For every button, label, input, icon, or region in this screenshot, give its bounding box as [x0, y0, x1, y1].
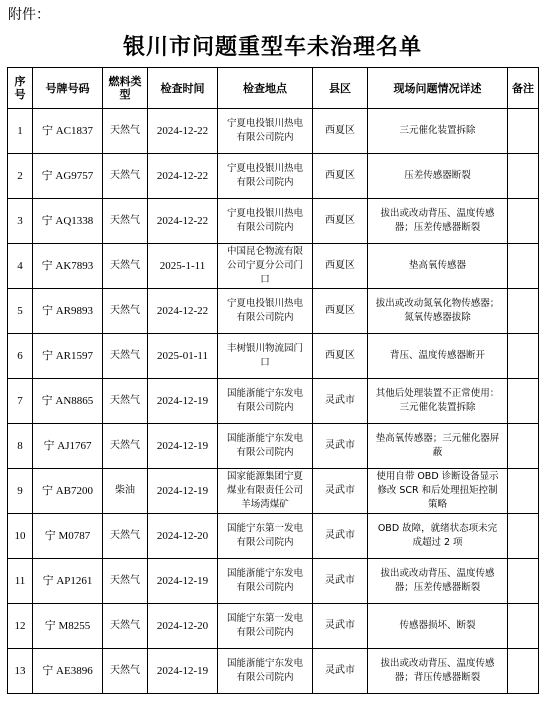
- table-row: [8, 469, 539, 514]
- cell-date: 2024-12-19: [148, 469, 218, 514]
- header-issue: 现场问题情况详述: [368, 68, 508, 109]
- cell-location: 国能浙能宁东发电有限公司院内: [218, 649, 313, 694]
- cell-plate: 宁 AP1261: [33, 559, 103, 604]
- cell-location: 国能宁东第一发电有限公司院内: [218, 604, 313, 649]
- table-row: [8, 604, 539, 649]
- cell-remark: [508, 424, 539, 469]
- cell-fuel: 天然气: [103, 109, 148, 154]
- cell-date: 2024-12-22: [148, 154, 218, 199]
- cell-plate: 宁 AE3896: [33, 649, 103, 694]
- cell-remark: [508, 649, 539, 694]
- cell-issue: 传感器损坏、断裂: [368, 604, 508, 649]
- cell-district: 灵武市: [313, 469, 368, 514]
- cell-plate: 宁 AG9757: [33, 154, 103, 199]
- cell-remark: [508, 199, 539, 244]
- cell-remark: [508, 334, 539, 379]
- cell-seq: 13: [8, 649, 33, 694]
- cell-fuel: 天然气: [103, 424, 148, 469]
- cell-plate: 宁 AQ1338: [33, 199, 103, 244]
- cell-seq: 12: [8, 604, 33, 649]
- cell-fuel: 柴油: [103, 469, 148, 514]
- cell-plate: 宁 AC1837: [33, 109, 103, 154]
- header-date: 检查时间: [148, 68, 218, 109]
- cell-remark: [508, 469, 539, 514]
- cell-location: 国能浙能宁东发电有限公司院内: [218, 379, 313, 424]
- cell-issue: 其他后处理装置不正常使用：三元催化装置拆除: [368, 379, 508, 424]
- cell-seq: 9: [8, 469, 33, 514]
- cell-plate: 宁 M8255: [33, 604, 103, 649]
- cell-district: 灵武市: [313, 649, 368, 694]
- cell-district: 灵武市: [313, 514, 368, 559]
- cell-plate: 宁 AB7200: [33, 469, 103, 514]
- cell-fuel: 天然气: [103, 154, 148, 199]
- cell-plate: 宁 AK7893: [33, 244, 103, 289]
- header-location: 检查地点: [218, 68, 313, 109]
- cell-district: 灵武市: [313, 559, 368, 604]
- table-row: [8, 154, 539, 199]
- cell-seq: 3: [8, 199, 33, 244]
- vehicle-table: [7, 67, 539, 694]
- table-header-row: [8, 68, 539, 109]
- cell-date: 2024-12-22: [148, 109, 218, 154]
- cell-issue: 拔出或改动背压、温度传感器；背压传感器断裂: [368, 649, 508, 694]
- cell-seq: 10: [8, 514, 33, 559]
- cell-date: 2024-12-19: [148, 559, 218, 604]
- cell-seq: 11: [8, 559, 33, 604]
- cell-remark: [508, 289, 539, 334]
- cell-fuel: 天然气: [103, 514, 148, 559]
- cell-remark: [508, 559, 539, 604]
- cell-location: 宁夏电投银川热电有限公司院内: [218, 199, 313, 244]
- header-district: 县区: [313, 68, 368, 109]
- cell-district: 西夏区: [313, 109, 368, 154]
- cell-issue: 使用自带 OBD 诊断设备显示修改 SCR 和后处理扭矩控制策略: [368, 469, 508, 514]
- cell-issue: 垫高氧传感器: [368, 244, 508, 289]
- cell-location: 宁夏电投银川热电有限公司院内: [218, 154, 313, 199]
- cell-remark: [508, 109, 539, 154]
- cell-fuel: 天然气: [103, 289, 148, 334]
- table-row: [8, 244, 539, 289]
- cell-location: 中国昆仑物流有限公司宁夏分公司门口: [218, 244, 313, 289]
- cell-location: 宁夏电投银川热电有限公司院内: [218, 289, 313, 334]
- table-row: [8, 424, 539, 469]
- cell-issue: 拔出或改动氮氧化物传感器；氮氧传感器拔除: [368, 289, 508, 334]
- cell-plate: 宁 AJ1767: [33, 424, 103, 469]
- cell-date: 2024-12-22: [148, 289, 218, 334]
- cell-remark: [508, 379, 539, 424]
- cell-plate: 宁 AN8865: [33, 379, 103, 424]
- cell-seq: 6: [8, 334, 33, 379]
- cell-location: 国能浙能宁东发电有限公司院内: [218, 424, 313, 469]
- attachment-label: 附件：: [8, 7, 50, 23]
- cell-date: 2024-12-19: [148, 379, 218, 424]
- cell-fuel: 天然气: [103, 649, 148, 694]
- cell-district: 西夏区: [313, 289, 368, 334]
- cell-remark: [508, 514, 539, 559]
- cell-fuel: 天然气: [103, 604, 148, 649]
- cell-seq: 2: [8, 154, 33, 199]
- cell-district: 灵武市: [313, 379, 368, 424]
- cell-remark: [508, 244, 539, 289]
- header-plate: 号牌号码: [33, 68, 103, 109]
- cell-seq: 4: [8, 244, 33, 289]
- table-row: [8, 334, 539, 379]
- cell-location: 国能宁东第一发电有限公司院内: [218, 514, 313, 559]
- cell-district: 西夏区: [313, 199, 368, 244]
- cell-fuel: 天然气: [103, 244, 148, 289]
- cell-district: 西夏区: [313, 244, 368, 289]
- table-row: [8, 514, 539, 559]
- cell-date: 2024-12-22: [148, 199, 218, 244]
- cell-date: 2024-12-19: [148, 424, 218, 469]
- cell-date: 2025-1-11: [148, 244, 218, 289]
- cell-fuel: 天然气: [103, 199, 148, 244]
- cell-plate: 宁 AR1597: [33, 334, 103, 379]
- cell-date: 2024-12-20: [148, 604, 218, 649]
- cell-seq: 7: [8, 379, 33, 424]
- table-row: [8, 379, 539, 424]
- table-row: [8, 109, 539, 154]
- cell-district: 灵武市: [313, 424, 368, 469]
- cell-issue: 三元催化装置拆除: [368, 109, 508, 154]
- cell-plate: 宁 M0787: [33, 514, 103, 559]
- table-row: [8, 649, 539, 694]
- cell-date: 2025-01-11: [148, 334, 218, 379]
- header-fuel: 燃料类型: [103, 68, 148, 109]
- cell-fuel: 天然气: [103, 559, 148, 604]
- cell-location: 丰树银川物流园门口: [218, 334, 313, 379]
- document-title: 银川市问题重型车未治理名单: [122, 34, 422, 60]
- header-remark: 备注: [508, 68, 539, 109]
- table-body: [8, 109, 539, 694]
- cell-issue: 垫高氧传感器；三元催化器屏蔽: [368, 424, 508, 469]
- cell-district: 西夏区: [313, 334, 368, 379]
- table-row: [8, 199, 539, 244]
- cell-issue: OBD 故障，就绪状态项未完成超过 2 项: [368, 514, 508, 559]
- cell-remark: [508, 154, 539, 199]
- cell-issue: 拔出或改动背压、温度传感器；压差传感器断裂: [368, 559, 508, 604]
- cell-date: 2024-12-20: [148, 514, 218, 559]
- cell-issue: 压差传感器断裂: [368, 154, 508, 199]
- cell-location: 宁夏电投银川热电有限公司院内: [218, 109, 313, 154]
- header-seq: 序号: [8, 68, 33, 109]
- cell-seq: 5: [8, 289, 33, 334]
- cell-location: 国家能源集团宁夏煤业有限责任公司羊场湾煤矿: [218, 469, 313, 514]
- cell-issue: 拔出或改动背压、温度传感器；压差传感器断裂: [368, 199, 508, 244]
- cell-district: 灵武市: [313, 604, 368, 649]
- cell-seq: 1: [8, 109, 33, 154]
- cell-remark: [508, 604, 539, 649]
- cell-fuel: 天然气: [103, 379, 148, 424]
- cell-seq: 8: [8, 424, 33, 469]
- cell-plate: 宁 AR9893: [33, 289, 103, 334]
- table-row: [8, 559, 539, 604]
- table-row: [8, 289, 539, 334]
- cell-issue: 背压、温度传感器断开: [368, 334, 508, 379]
- cell-fuel: 天然气: [103, 334, 148, 379]
- cell-location: 国能浙能宁东发电有限公司院内: [218, 559, 313, 604]
- cell-district: 西夏区: [313, 154, 368, 199]
- cell-date: 2024-12-19: [148, 649, 218, 694]
